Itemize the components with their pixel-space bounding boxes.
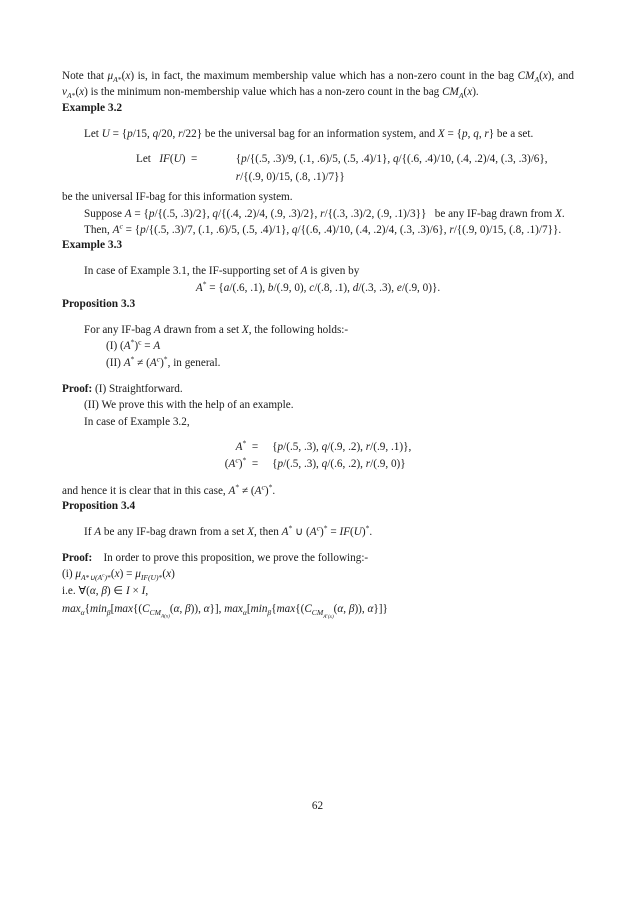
example-3-2-paragraph-1: Let U = {p/15, q/20, r/22} be the universal bag for an information system, and X = {p, q, r} be a set. bbox=[84, 127, 534, 140]
proposition-3-3-conclusion: and hence it is clear that in this case, $A^* \ne (A^c)^*$. bbox=[62, 481, 276, 497]
eq-row-2-lhs: $(A^c)^*$ = bbox=[224, 455, 259, 471]
let-spacer bbox=[136, 169, 224, 186]
example-3-3-paragraph-1: In case of Example 3.1, the IF-supporting set of A is given by bbox=[84, 265, 360, 278]
example-3-2-paragraph-3: Suppose A = {p/{(.5, .3)/2}, q/{(.4, .2)/4, (.9, .3)/2}, r/{(.3, .3)/2, (.9, .1)/3}} be any IF-bag drawn from X. bbox=[84, 207, 565, 220]
heading-example-3-3: Example 3.3 bbox=[62, 239, 123, 252]
proposition-3-4-line-ie: i.e. ∀(α, β) ∈ I × I, bbox=[62, 585, 149, 598]
let-rhs-line-1: {p/{(.5, .3)/9, (.1, .6)/5, (.5, .4)/1}, q/{(.6, .4)/10, (.4, .2)/4, (.3, .3)/6}, bbox=[235, 153, 548, 166]
proposition-3-3-proof-line-2: (II) We prove this with the help of an example. bbox=[84, 399, 294, 412]
proposition-3-3-equations bbox=[62, 439, 574, 474]
intro-paragraph: Note that $\mu_{A*}(x)$ is, in fact, the maximum membership value which has a non-zero count in the bag $CM_A(x)$, and $\nu_{A*}(x)$ is the minimum non-membership value which has a non-zero count in the bag $CM_A(x)$. bbox=[62, 70, 574, 101]
let-lhs: Let IF(U) = bbox=[136, 153, 198, 166]
proposition-3-3-proof-line-3: In case of Example 3.2, bbox=[84, 415, 190, 428]
heading-proposition-3-4: Proposition 3.4 bbox=[62, 500, 136, 513]
proposition-3-3-item-2: (II) $A^* \ne (A^c)^*$, in general. bbox=[106, 354, 221, 369]
heading-example-3-2: Example 3.2 bbox=[62, 101, 123, 114]
let-rhs-line-2: r/{(.9, 0)/15, (.8, .1)/7}} bbox=[235, 170, 345, 183]
proof-label: Proof: bbox=[62, 382, 93, 395]
example-3-3-equation: A* = {a/(.6, .1), b/(.9, 0), c/(.8, .1), d/(.3, .3), e/(.9, 0)}. bbox=[195, 279, 441, 294]
eq-row-1-lhs: A* = bbox=[235, 438, 259, 453]
heading-proposition-3-3: Proposition 3.3 bbox=[62, 297, 136, 310]
proof-label-2: Proof: bbox=[62, 551, 93, 564]
eq-row-1-rhs: {p/(.5, .3), q/(.9, .2), r/(.9, .1)}, bbox=[272, 441, 412, 453]
proposition-3-4-proof-intro: Proof: In order to prove this proposition, we prove the following:- bbox=[62, 551, 369, 564]
proposition-3-4-line-i: (i) $\mu_{A*\cup(A^c)*}(x) = \mu_{IF(U)*}(x)$ bbox=[62, 568, 175, 583]
page-number: 62 bbox=[311, 800, 324, 812]
example-3-2-equation-let bbox=[136, 151, 574, 186]
eq-row-2-rhs: {p/(.5, .3), q/(.6, .2), r/(.9, 0)} bbox=[272, 458, 406, 471]
example-3-2-paragraph-2: be the universal IF-bag for this information system. bbox=[62, 191, 293, 204]
example-3-2-paragraph-4: Then, $A^c = \{p/\{(.5$, .3)/7, (.1, .6)/5, (.5, .4)/1}, q/{(.6, .4)/10, (.4, .2)/4, (.3, .3)/6}, r/{(.9, 0)/15, (.8, .1)/7}}. bbox=[84, 221, 562, 236]
proposition-3-3-proof-line-1: Proof: (I) Straightforward. bbox=[62, 382, 183, 395]
proposition-3-3-item-1: (I) $(A^*)^c = A$ bbox=[106, 337, 161, 353]
page-content bbox=[62, 68, 574, 618]
proposition-3-4-statement: If A be any IF-bag drawn from a set X, then A* ∪ $(A^c)^* = IF(U)^*$. bbox=[84, 523, 373, 539]
proposition-3-3-statement: For any IF-bag A drawn from a set X, the following holds:- bbox=[84, 323, 349, 336]
proposition-3-4-line-max: $\max_\alpha\{\min_\beta[\max\{(C_{CM_{A(x)}}(\alpha$, β)), α}], $\max_\alpha[\min_\beta\{\max\{(C_{CM_{A^c(x)}}(\alpha$, β)), α}]} bbox=[62, 602, 388, 620]
